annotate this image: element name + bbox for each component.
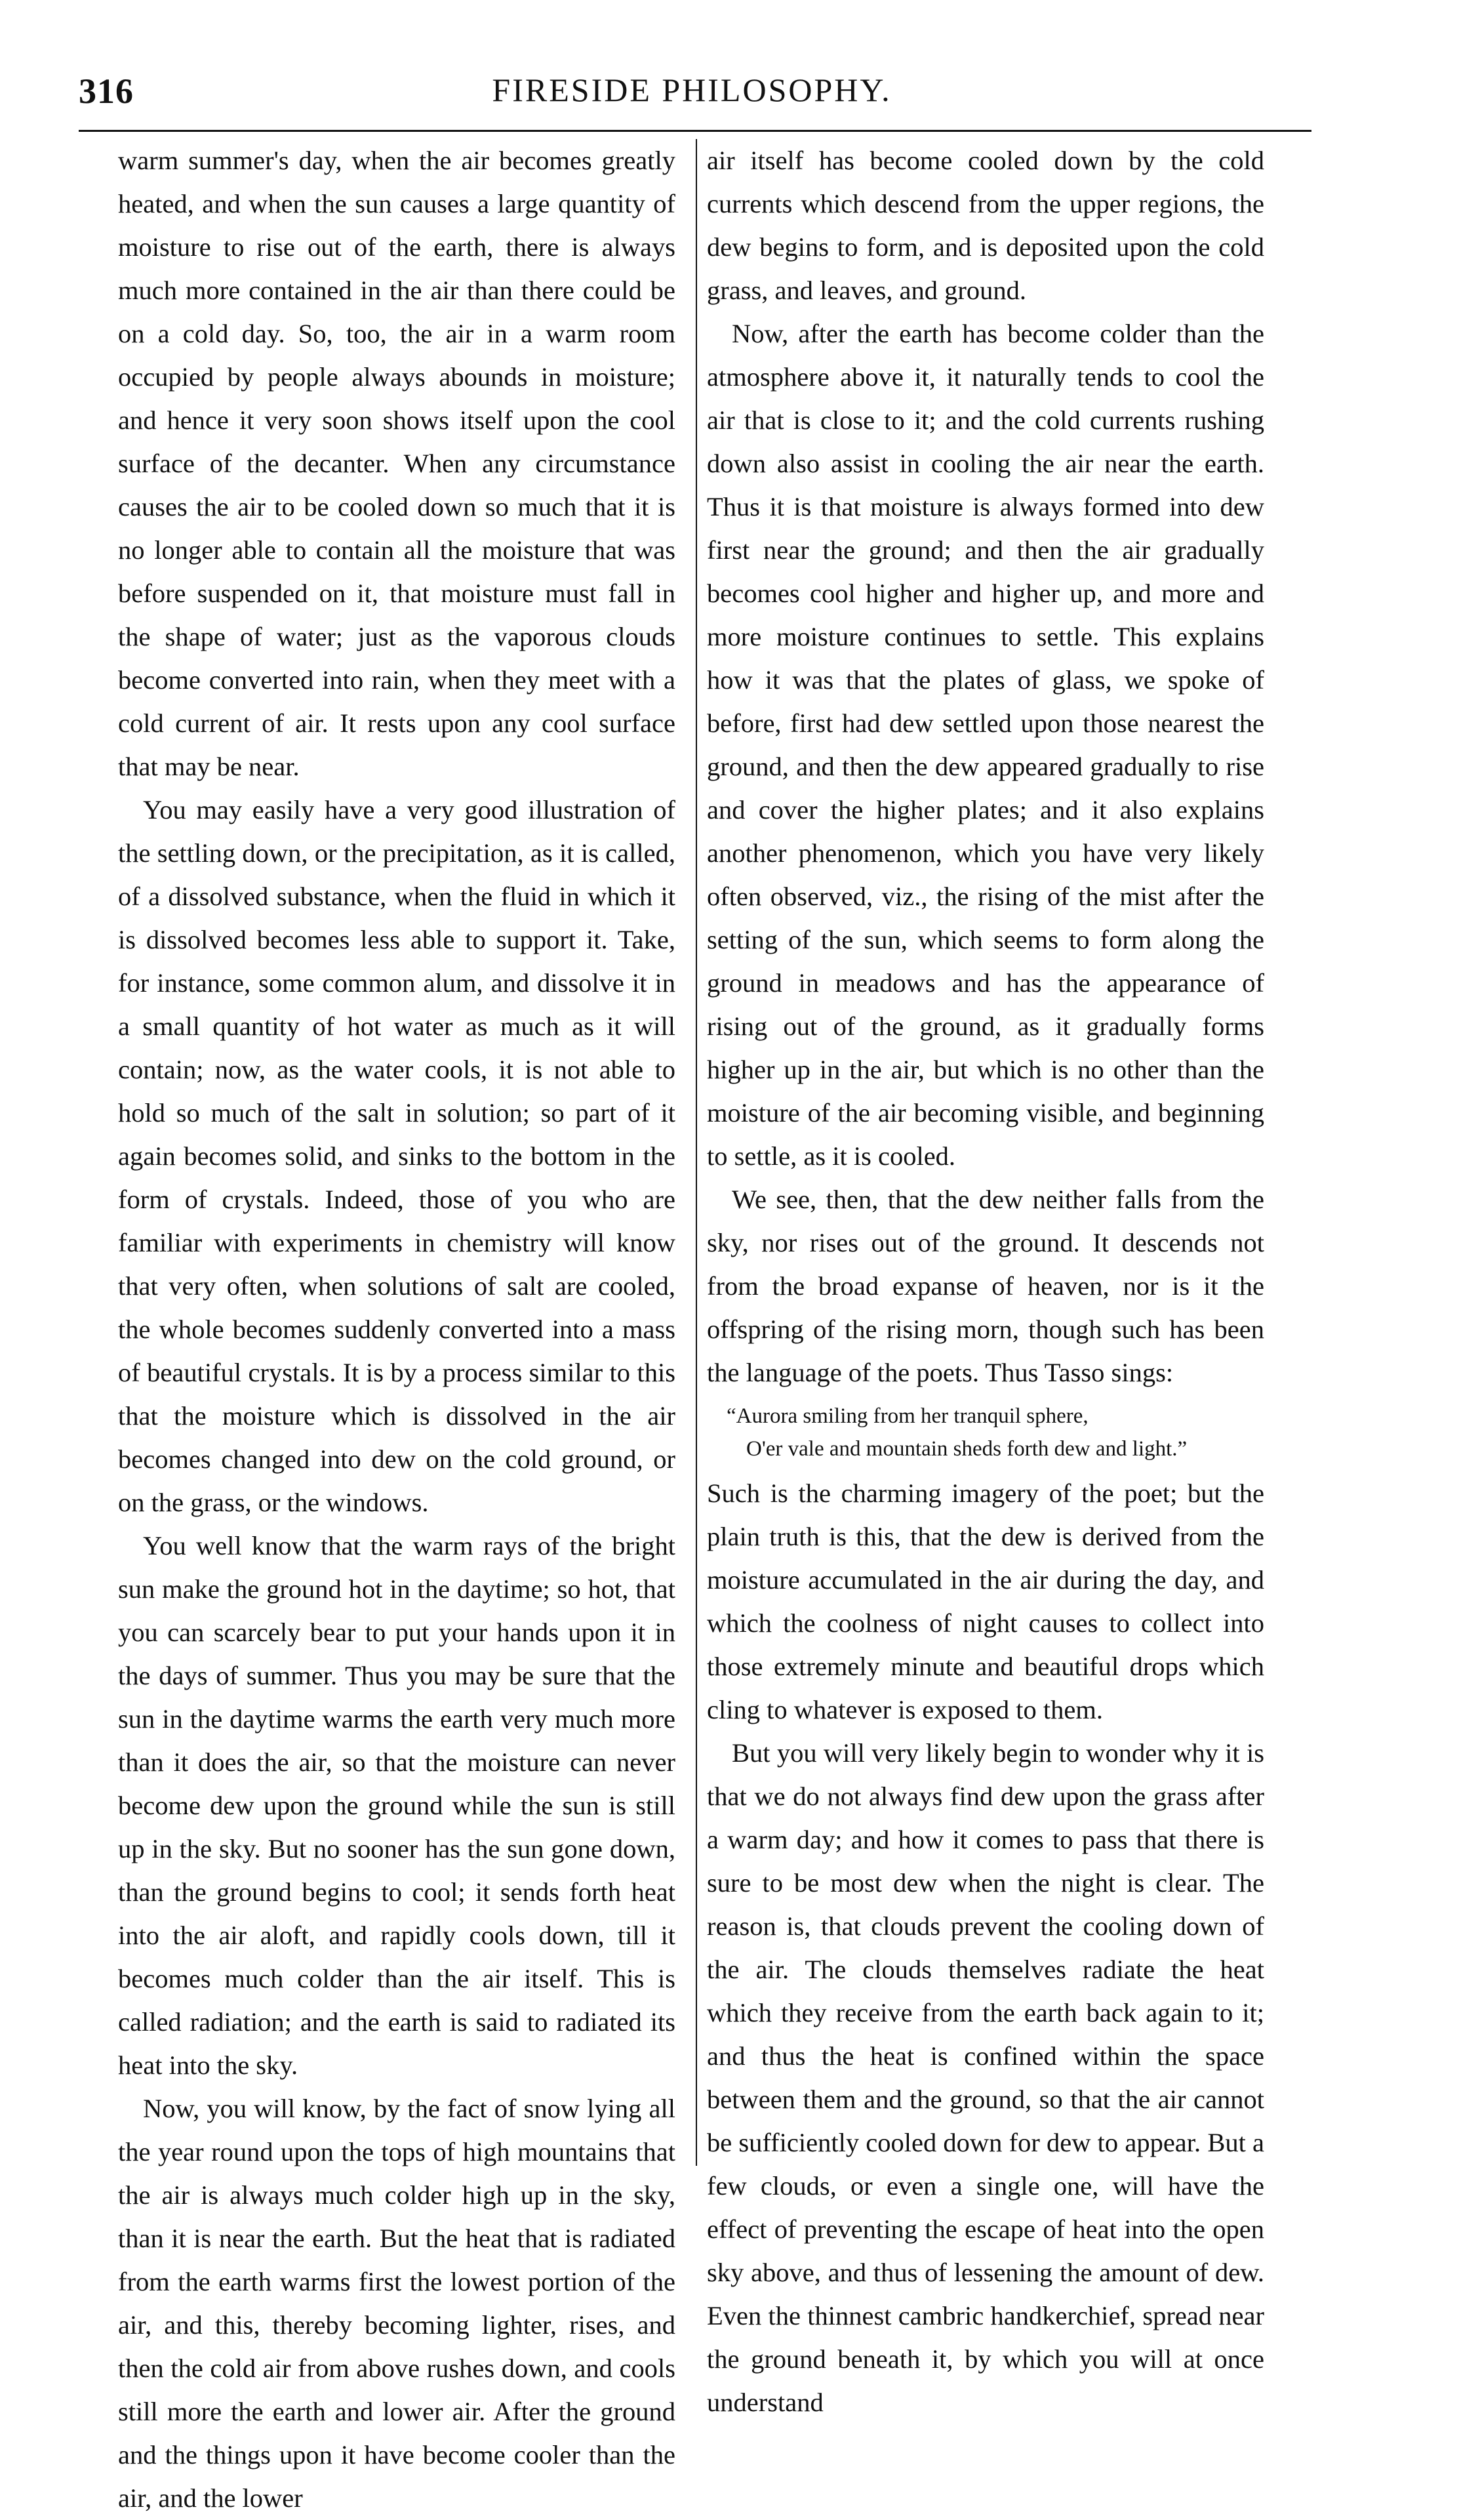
running-title: FIRESIDE PHILOSOPHY. — [492, 71, 892, 108]
paragraph: air itself has become cooled down by the cold currents which descend from the upper regions, the dew begins to form, and is deposited upon the cold grass, and leaves, and ground. — [707, 146, 1264, 305]
page-number: 316 — [79, 71, 134, 111]
page-header — [79, 71, 1305, 117]
paragraph: We see, then, that the dew neither falls from the sky, nor rises out of the ground. It descends not from the broad expanse of heaven, nor is it the offspring of the rising morn, though such has been the language of the poets. Thus Tasso sings: — [707, 1185, 1264, 1387]
paragraph: You may easily have a very good illustration of the settling down, or the precipitation, as it is called, of a dissolved substance, when the fluid in which it is dissolved becomes less able to support it. Take, for instance, some common alum, and dissolve it in a small quantity of hot water as much as it will contain; now, as the water cools, it is not able to hold so much of the salt in solution; so part of it again becomes solid, and sinks to the bottom in the form of crystals. Indeed, those of you who are familiar with experiments in chemistry will know that very often, when solutions of salt are cooled, the whole becomes suddenly converted into a mass of beautiful crystals. It is by a process similar to this that the moisture which is dissolved in the air becomes changed into dew on the cold ground, or on the grass, or the windows. — [118, 795, 675, 1517]
verse-quotation — [707, 1400, 1264, 1465]
verse-line: “Aurora smiling from her tranquil sphere, — [727, 1404, 1089, 1428]
left-column — [118, 139, 675, 2520]
paragraph: Such is the charming imagery of the poet; but the plain truth is this, that the dew is derived from the moisture accumulated in the air during the day, and which the coolness of night causes to collect into those extremely minute and beautiful drops which cling to whatever is exposed to them. — [707, 1478, 1264, 1724]
header-rule — [79, 130, 1311, 132]
right-column — [707, 139, 1264, 2424]
paragraph: But you will very likely begin to wonder why it is that we do not always find dew upon the grass after a warm day; and how it comes to pass that there is sure to be most dew when the night is clear. The reason is, that clouds prevent the cooling down of the air. The clouds themselves radiate the heat which they receive from the earth back again to it; and thus the heat is confined within the space between them and the ground, so that the air cannot be sufficiently cooled down for dew to appear. But a few clouds, or even a single one, will have the effect of preventing the escape of heat into the open sky above, and thus of lessening the amount of dew. Even the thinnest cambric handkerchief, spread near the ground beneath it, by which you will at once understand — [707, 1738, 1264, 2417]
paragraph: warm summer's day, when the air becomes greatly heated, and when the sun causes a large quantity of moisture to rise out of the earth, there is always much more contained in the air than there could be on a cold day. So, too, the air in a warm room occupied by people always abounds in moisture; and hence it very soon shows itself upon the cool surface of the decanter. When any circumstance causes the air to be cooled down so much that it is no longer able to contain all the moisture that was before suspended on it, that moisture must fall in the shape of water; just as the vaporous clouds become converted into rain, when they meet with a cold current of air. It rests upon any cool surface that may be near. — [118, 146, 675, 781]
verse-line: O'er vale and mountain sheds forth dew and light.” — [746, 1437, 1188, 1461]
paragraph: You well know that the warm rays of the bright sun make the ground hot in the daytime; so hot, that you can scarcely bear to put your hands upon it in the days of summer. Thus you may be sure that the sun in the daytime warms the earth very much more than it does the air, so that the moisture can never become dew upon the ground while the sun is still up in the sky. But no sooner has the sun gone down, than the ground begins to cool; it sends forth heat into the air aloft, and rapidly cools down, till it becomes much colder than the air itself. This is called radiation; and the earth is said to radiated its heat into the sky. — [118, 1531, 675, 2080]
column-divider — [696, 139, 697, 2166]
paragraph: Now, after the earth has become colder than the atmosphere above it, it naturally tends to cool the air that is close to it; and the cold currents rushing down also assist in cooling the air near the earth. Thus it is that moisture is always formed into dew first near the ground; and then the air gradually becomes cool higher and higher up, and more and more moisture continues to settle. This explains how it was that the plates of glass, we spoke of before, first had dew settled upon those nearest the ground, and then the dew appeared gradually to rise and cover the higher plates; and it also explains another phenomenon, which you have very likely often observed, viz., the rising of the mist after the setting of the sun, which seems to form along the ground in meadows and has the appearance of rising out of the ground, as it gradually forms higher up in the air, but which is no other than the moisture of the air becoming visible, and beginning to settle, as it is cooled. — [707, 319, 1264, 1171]
paragraph: Now, you will know, by the fact of snow lying all the year round upon the tops of high mountains that the air is always much colder high up in the sky, than it is near the earth. But the heat that is radiated from the earth warms first the lowest portion of the air, and this, thereby becoming lighter, rises, and then the cold air from above rushes down, and cools still more the earth and lower air. After the ground and the things upon it have become cooler than the air, and the lower — [118, 2094, 675, 2513]
